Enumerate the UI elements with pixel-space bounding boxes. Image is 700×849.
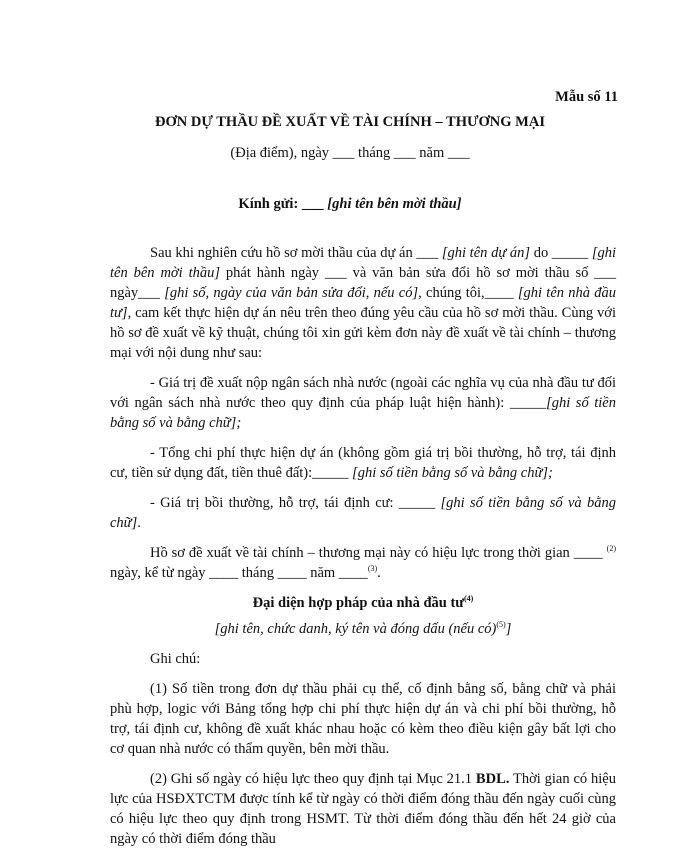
item-compensation-italic: [ghi số tiền bằng số và bằng chữ] (110, 495, 617, 531)
note-2-bold: BDL. (475, 771, 510, 787)
validity-paragraph (110, 543, 616, 583)
item-compensation-text: - Giá trị bồi thường, hỗ trợ, tái định cư: _____ (150, 495, 441, 511)
intro-text-2: do _____ (530, 245, 592, 261)
note-2-text-a: (2) Ghi số ngày có hiệu lực theo quy định tại Mục 21.1 (150, 771, 476, 787)
document-title: ĐƠN DỰ THẦU ĐỀ XUẤT VỀ TÀI CHÍNH – THƯƠNG MẠI (155, 114, 545, 130)
intro-text-3: phát hành ngày ___ và văn bản sửa đổi hồ sơ mời thầu số ___ ngày___ (110, 265, 616, 301)
item-budget (110, 373, 616, 433)
note-1: (1) Số tiền trong đơn dự thầu phải cụ thể, cố định bằng số, bằng chữ và phải phù hợp, logic với Bảng tổng hợp chi phí thực hiện dự án và chi phí bồi thường, hỗ trợ, tái định cư, không đề xuất khác nhau hoặc có kèm theo điều kiện gây bất lợi cho cơ quan nhà nước có thẩm quyền, bên mời thầu. (110, 681, 616, 757)
validity-text-2: ngày, kể từ ngày ____ tháng ____ năm ____ (110, 565, 368, 581)
signature-subtitle-end: ] (505, 621, 512, 637)
addressee-label: Kính gửi: ___ (238, 196, 328, 212)
intro-text-4: , chúng tôi,____ (418, 285, 518, 301)
note-2 (110, 769, 616, 849)
intro-italic-2: [ghi tên bên mời thầu] (110, 245, 616, 281)
signature-subtitle (110, 619, 616, 639)
document-body (110, 243, 616, 849)
intro-text-1: Sau khi nghiên cứu hồ sơ mời thầu của dự án ___ (150, 245, 442, 261)
intro-italic-3: [ghi số, ngày của văn bản sửa đổi, nếu có] (164, 285, 419, 301)
item-compensation-end: . (137, 515, 141, 531)
item-total-cost (110, 443, 616, 483)
place-date-line: (Địa điểm), ngày ___ tháng ___ năm ___ (230, 145, 470, 161)
validity-text-1: Hồ sơ đề xuất về tài chính – thương mại này có hiệu lực trong thời gian ____ (150, 545, 607, 561)
form-number: Mẫu số 11 (555, 89, 618, 105)
item-total-cost-text: - Tổng chi phí thực hiện dự án (không gồm giá trị bồi thường, hỗ trợ, tái định cư, tiền sử dụng đất, tiền thuê đất):_____ (110, 445, 616, 481)
footnote-3-marker: (3) (367, 564, 378, 574)
intro-italic-1: [ghi tên dự án] (441, 245, 531, 261)
item-budget-text: - Giá trị đề xuất nộp ngân sách nhà nước (ngoài các nghĩa vụ của nhà đầu tư đối với ngân sách nhà nước theo quy định của pháp luật hiện hành): _____ (110, 375, 616, 411)
footnote-5-marker: (5) (496, 620, 506, 630)
note-2-text-c: Thời gian có hiệu lực của HSĐXTCTM được tính kể từ ngày có thời điểm đóng thầu đến ngày cuối cùng có hiệu lực theo quy định trong HSMT. Từ thời điểm đóng thầu đến hết 24 giờ của ngày có thời điểm đóng thầu (110, 771, 616, 847)
validity-text-3: . (377, 565, 381, 581)
signature-title-text: Đại diện hợp pháp của nhà đầu tư (252, 595, 465, 611)
item-total-cost-italic: [ghi số tiền bằng số và bằng chữ]; (352, 465, 553, 481)
intro-text-5: , cam kết thực hiện dự án nêu trên theo đúng yêu cầu của hồ sơ mời thầu. Cùng với hồ sơ đề xuất về kỹ thuật, chúng tôi xin gửi kèm đơn này đề xuất về tài chính – thương mại với nội dung như sau: (110, 305, 616, 361)
signature-title (110, 593, 616, 613)
addressee-placeholder: [ghi tên bên mời thầu] (327, 196, 462, 212)
footnote-2-marker: (2) (606, 544, 616, 554)
item-budget-italic: [ghi số tiền bằng số và bằng chữ]; (110, 395, 616, 431)
notes-label: Ghi chú: (150, 651, 201, 667)
intro-italic-4: [ghi tên nhà đầu tư] (110, 285, 617, 321)
signature-subtitle-text: [ghi tên, chức danh, ký tên và đóng dấu (nếu có) (214, 621, 497, 637)
footnote-4-marker: (4) (464, 594, 474, 604)
intro-paragraph (110, 243, 616, 363)
addressee-line (0, 196, 700, 213)
item-compensation (110, 493, 616, 533)
